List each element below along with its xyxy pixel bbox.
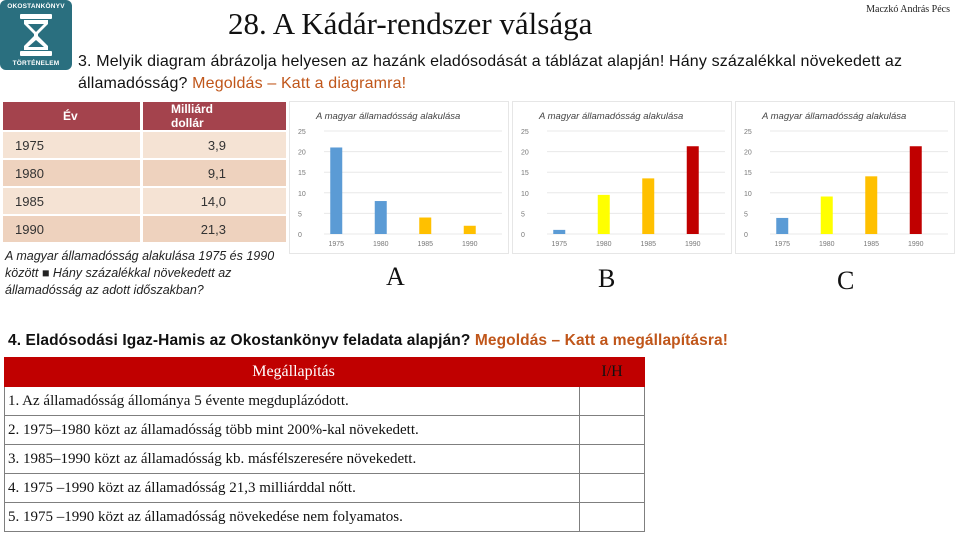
question-3: [78, 51, 948, 95]
chart-c-svg: [736, 102, 956, 255]
header-statement: Megállapítás: [5, 358, 580, 387]
question-4: [8, 332, 728, 350]
chart-title: A magyar államadósság alakulása: [539, 111, 684, 122]
y-tick-label: 15: [744, 170, 752, 178]
y-tick-label: 25: [298, 129, 306, 136]
chart-c[interactable]: [735, 101, 955, 254]
bar: [375, 201, 387, 234]
x-tick-label: 1990: [907, 241, 924, 248]
bar: [821, 197, 833, 234]
debt-data-table: [3, 102, 286, 244]
y-tick-label: 0: [521, 232, 525, 239]
x-tick-label: 1985: [640, 241, 657, 248]
question-3-solution-hint[interactable]: Megoldás – Katt a diagramra!: [192, 75, 407, 92]
bar: [419, 218, 431, 234]
y-tick-label: 25: [744, 129, 752, 136]
bar: [687, 146, 699, 234]
bar: [642, 178, 654, 234]
bar: [464, 226, 476, 234]
table-row: [3, 188, 286, 216]
bar: [330, 147, 342, 234]
x-tick-label: 1975: [774, 241, 791, 248]
statements-table: [4, 357, 645, 532]
x-tick-label: 1985: [417, 241, 434, 248]
question-4-text: 4. Eladósodási Igaz-Hamis az Okostankönyv feladata alapján?: [8, 332, 475, 349]
cell-year: 1975: [3, 132, 140, 160]
chart-title: A magyar államadósság alakulása: [316, 111, 461, 122]
logo-top-text: OKOSTANKÖNYV: [7, 3, 65, 10]
y-tick-label: 10: [298, 190, 306, 198]
logo-bottom-text: TÖRTÉNELEM: [12, 60, 60, 67]
choice-label-b[interactable]: B: [598, 264, 616, 293]
y-tick-label: 20: [298, 149, 306, 157]
cell-value: 3,9: [140, 132, 286, 160]
cell-year: 1990: [3, 216, 140, 244]
statement-row[interactable]: [5, 503, 645, 532]
x-tick-label: 1985: [863, 241, 880, 248]
choice-label-c[interactable]: C: [837, 266, 855, 295]
hourglass-icon: [16, 12, 56, 58]
statement-text[interactable]: 2. 1975–1980 közt az államadósság több mint 200%-kal növekedett.: [5, 416, 580, 445]
y-tick-label: 20: [744, 149, 752, 157]
cell-value: 21,3: [140, 216, 286, 244]
x-tick-label: 1980: [372, 241, 389, 248]
question-4-solution-hint[interactable]: Megoldás – Katt a megállapításra!: [474, 332, 728, 349]
page-title: 28. A Kádár-rendszer válsága: [228, 6, 593, 41]
y-tick-label: 0: [298, 232, 302, 239]
answer-cell[interactable]: [580, 387, 645, 416]
cell-year: 1985: [3, 188, 140, 216]
y-tick-label: 5: [744, 211, 748, 219]
y-tick-label: 10: [744, 190, 752, 198]
bar: [553, 230, 565, 234]
statement-text[interactable]: 3. 1985–1990 közt az államadósság kb. másfélszeresére növekedett.: [5, 445, 580, 474]
choice-label-a[interactable]: A: [386, 262, 405, 291]
chart-title: A magyar államadósság alakulása: [762, 111, 907, 122]
header-true-false: I/H: [580, 358, 645, 387]
y-tick-label: 5: [521, 211, 525, 219]
header-billion-dollar: Milliárd dollár: [140, 102, 286, 132]
y-tick-label: 0: [744, 232, 748, 239]
x-tick-label: 1990: [461, 241, 478, 248]
statement-text[interactable]: 4. 1975 –1990 közt az államadósság 21,3 milliárddal nőtt.: [5, 474, 580, 503]
y-tick-label: 20: [521, 149, 529, 157]
statement-text[interactable]: 1. Az államadósság állománya 5 évente megduplázódott.: [5, 387, 580, 416]
table-row: [3, 160, 286, 188]
answer-cell[interactable]: [580, 503, 645, 532]
table-caption: A magyar államadósság alakulása 1975 és 1990 között ■ Hány százalékkal növekedett az államadósság az adott időszakban?: [3, 246, 286, 314]
bar: [910, 146, 922, 234]
x-tick-label: 1990: [684, 241, 701, 248]
statement-row[interactable]: [5, 445, 645, 474]
answer-cell[interactable]: [580, 445, 645, 474]
cell-value: 14,0: [140, 188, 286, 216]
table-row: [3, 216, 286, 244]
statement-row[interactable]: [5, 474, 645, 503]
bar: [776, 218, 788, 234]
chart-b-svg: [513, 102, 733, 255]
x-tick-label: 1975: [328, 241, 345, 248]
statements-header-row: [5, 358, 645, 387]
y-tick-label: 25: [521, 129, 529, 136]
y-tick-label: 15: [298, 170, 306, 178]
chart-a-svg: [290, 102, 510, 255]
answer-cell[interactable]: [580, 416, 645, 445]
cell-value: 9,1: [140, 160, 286, 188]
header-year: Év: [3, 102, 140, 132]
bar: [865, 176, 877, 234]
x-tick-label: 1975: [551, 241, 568, 248]
table-header-row: [3, 102, 286, 132]
author-label: Maczkó András Pécs: [866, 4, 950, 15]
okostankonyv-logo: [0, 0, 72, 70]
chart-a[interactable]: [289, 101, 509, 254]
x-tick-label: 1980: [595, 241, 612, 248]
answer-cell[interactable]: [580, 474, 645, 503]
chart-b[interactable]: [512, 101, 732, 254]
x-tick-label: 1980: [818, 241, 835, 248]
bar: [598, 195, 610, 234]
statement-row[interactable]: [5, 387, 645, 416]
question-3-text: 3. Melyik diagram ábrázolja helyesen az hazánk eladósodását a táblázat alapján! Hány százalékkal növekedett az államadósság?: [78, 53, 903, 92]
statement-text[interactable]: 5. 1975 –1990 közt az államadósság növekedése nem folyamatos.: [5, 503, 580, 532]
cell-year: 1980: [3, 160, 140, 188]
y-tick-label: 10: [521, 190, 529, 198]
y-tick-label: 5: [298, 211, 302, 219]
statement-row[interactable]: [5, 416, 645, 445]
y-tick-label: 15: [521, 170, 529, 178]
table-row: [3, 132, 286, 160]
